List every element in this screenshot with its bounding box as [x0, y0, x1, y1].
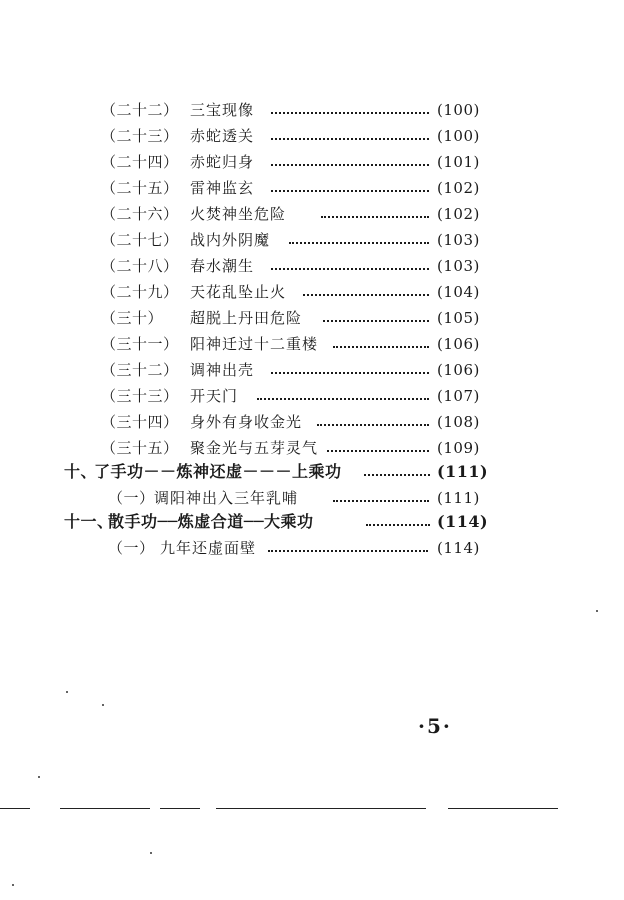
scan-speck	[12, 884, 14, 886]
entry-page: (100)	[437, 101, 480, 119]
entry-number: （一）	[108, 489, 155, 507]
entry-page: (104)	[437, 283, 480, 301]
entry-page: (103)	[437, 257, 480, 275]
entry-title: 调阳神出入三年乳哺	[154, 489, 299, 507]
entry-number: （二十二）	[101, 101, 179, 119]
toc-chapter-entry	[64, 510, 489, 534]
entry-page: (111)	[437, 462, 489, 481]
dot-leader	[257, 398, 429, 400]
entry-title: 超脱上丹田危险	[190, 309, 303, 327]
toc-entry	[101, 176, 480, 200]
entry-title: 赤蛇透关	[190, 127, 255, 145]
entry-page: (107)	[437, 387, 480, 405]
entry-page: (114)	[437, 539, 480, 557]
entry-number: （三十）	[101, 309, 164, 327]
chapter-title: 了手功－－炼神还虚－－－上乘功	[94, 462, 342, 481]
toc-entry	[101, 280, 480, 304]
entry-title: 雷神监玄	[190, 179, 255, 197]
toc-entry	[101, 306, 480, 330]
toc-entry	[101, 436, 480, 460]
entry-title: 火焚神坐危险	[190, 205, 287, 223]
scan-speck	[66, 691, 68, 693]
dot-leader	[271, 372, 429, 374]
scan-rule	[0, 808, 30, 809]
scan-rule	[60, 808, 150, 809]
dot-leader	[317, 424, 429, 426]
entry-title: 聚金光与五芽灵气	[190, 439, 319, 457]
entry-page: (111)	[437, 489, 480, 507]
page-number: ·5·	[418, 714, 452, 738]
entry-number: （二十六）	[101, 205, 179, 223]
entry-number: （三十四）	[101, 413, 179, 431]
entry-title: 九年还虚面壁	[160, 539, 257, 557]
entry-page: (114)	[437, 512, 489, 531]
scan-speck	[150, 852, 152, 854]
scan-speck	[596, 610, 598, 612]
dot-leader	[327, 450, 429, 452]
chapter-title: 散手功──炼虚合道──大乘功	[108, 512, 314, 531]
dot-leader	[333, 346, 429, 348]
toc-entry	[101, 124, 480, 148]
dot-leader	[271, 138, 429, 140]
entry-page: (106)	[437, 335, 480, 353]
entry-title: 开天门	[190, 387, 239, 405]
entry-title: 战内外阴魔	[190, 231, 271, 249]
toc-entry	[101, 150, 480, 174]
scan-rule	[160, 808, 200, 809]
scan-rule	[448, 808, 558, 809]
entry-number: （三十三）	[101, 387, 179, 405]
entry-number: （二十五）	[101, 179, 179, 197]
scan-speck	[38, 776, 40, 778]
entry-title: 调神出壳	[190, 361, 255, 379]
toc-entry	[101, 410, 480, 434]
scan-rule	[216, 808, 426, 809]
toc-entry	[108, 536, 480, 560]
entry-number: （三十二）	[101, 361, 179, 379]
dot-leader	[271, 268, 429, 270]
dot-leader	[364, 474, 430, 476]
entry-page: (101)	[437, 153, 480, 171]
entry-number: （二十八）	[101, 257, 179, 275]
toc-entry	[101, 332, 480, 356]
dot-leader	[323, 320, 429, 322]
toc-entry	[101, 202, 480, 226]
toc-chapter-entry	[64, 460, 489, 484]
entry-title: 天花乱坠止火	[190, 283, 287, 301]
entry-page: (100)	[437, 127, 480, 145]
chapter-number: 十、	[64, 462, 98, 481]
toc-entry	[101, 358, 480, 382]
toc-entry	[101, 228, 480, 252]
entry-number: （二十三）	[101, 127, 179, 145]
entry-number: （二十九）	[101, 283, 179, 301]
dot-leader	[366, 524, 430, 526]
dot-leader	[271, 190, 429, 192]
entry-page: (102)	[437, 205, 480, 223]
entry-title: 春水潮生	[190, 257, 255, 275]
entry-number: （一）	[108, 539, 155, 557]
dot-leader	[271, 164, 429, 166]
dot-leader	[303, 294, 429, 296]
entry-title: 赤蛇归身	[190, 153, 255, 171]
entry-page: (106)	[437, 361, 480, 379]
dot-leader	[268, 550, 428, 552]
entry-number: （二十七）	[101, 231, 179, 249]
entry-page: (108)	[437, 413, 480, 431]
dot-leader	[289, 242, 429, 244]
entry-number: （二十四）	[101, 153, 179, 171]
chapter-number: 十一、	[64, 512, 114, 531]
toc-entry	[101, 384, 480, 408]
dot-leader	[321, 216, 429, 218]
entry-page: (109)	[437, 439, 480, 457]
entry-title: 身外有身收金光	[190, 413, 303, 431]
entry-title: 阳神迁过十二重楼	[190, 335, 319, 353]
entry-page: (105)	[437, 309, 480, 327]
scan-speck	[102, 704, 104, 706]
dot-leader	[271, 112, 429, 114]
entry-page: (103)	[437, 231, 480, 249]
toc-entry	[101, 254, 480, 278]
entry-page: (102)	[437, 179, 480, 197]
entry-number: （三十五）	[101, 439, 179, 457]
toc-entry	[108, 486, 480, 510]
toc-entry	[101, 98, 480, 122]
dot-leader	[333, 500, 429, 502]
entry-number: （三十一）	[101, 335, 179, 353]
entry-title: 三宝现像	[190, 101, 255, 119]
